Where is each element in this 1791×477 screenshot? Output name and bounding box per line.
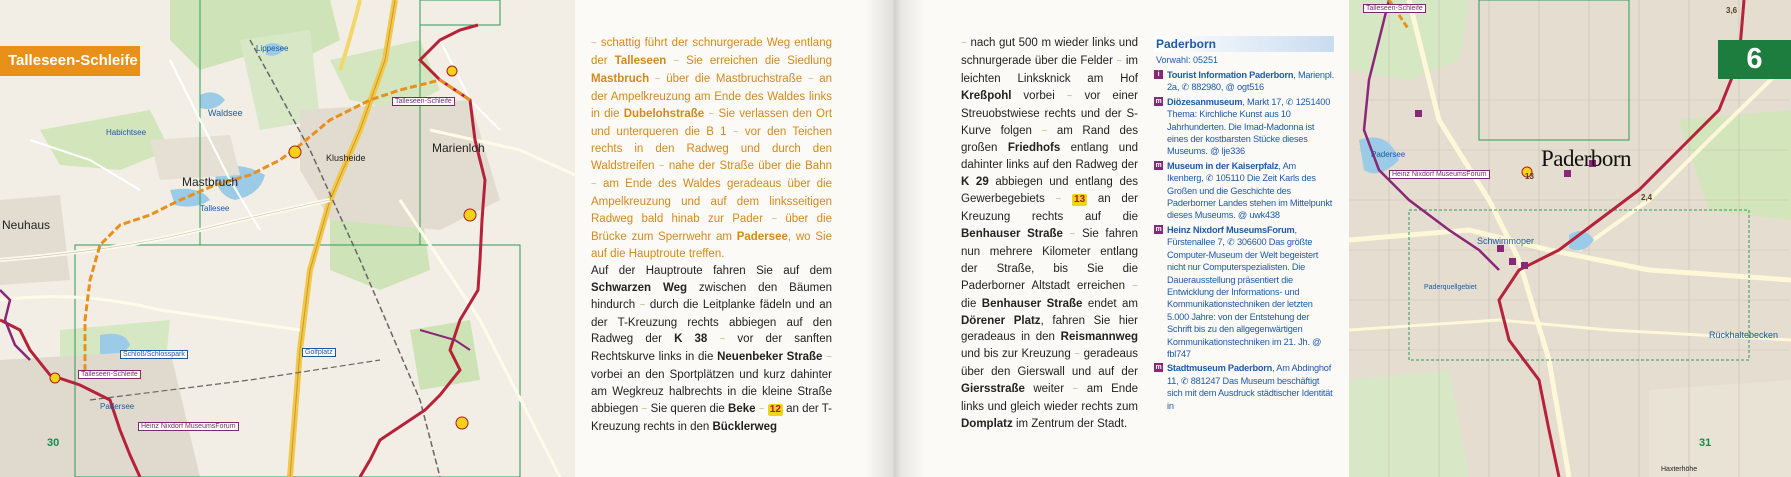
- museum-icon: m: [1155, 225, 1162, 233]
- map-label-padersee-right: Padersee: [1371, 150, 1406, 159]
- direction-arrow-icon: ~: [732, 126, 739, 138]
- direction-arrow-icon: ~: [658, 161, 665, 173]
- main-route-text: [1061, 193, 1072, 205]
- main-route-text: Sie fahren nun mehrere Kilometer entlang der Straße, bis Sie die Paderborner Altstadt erreichen: [961, 227, 1138, 292]
- main-route-place-name: Schwarzen Weg: [591, 281, 688, 294]
- info-entry: [1154, 69, 1334, 94]
- info-entry: [1154, 160, 1334, 222]
- main-route-text: die: [961, 297, 982, 310]
- main-route-place-name: Friedhofs: [1007, 142, 1061, 155]
- direction-arrow-icon: ~: [1116, 55, 1123, 67]
- main-route-place-name: K 29: [961, 176, 989, 189]
- side-route-place-name: Padersee: [736, 230, 788, 243]
- map-page-number-left: 30: [47, 437, 60, 449]
- map-label-rueckhaltebecken: Rückhaltebecken: [1709, 330, 1779, 340]
- side-route-place-name: Mastbruch: [591, 72, 650, 85]
- map-distance-3-6: 3,6: [1726, 6, 1738, 15]
- map-route-tag-top: Talleseen-Schleife: [392, 97, 455, 106]
- info-entry-name: Diözesanmuseum: [1167, 96, 1243, 107]
- main-route-text: geradeaus über den Gierswall und auf der: [961, 348, 1139, 379]
- info-column: [1154, 36, 1334, 414]
- direction-arrow-icon: ~: [807, 73, 814, 85]
- main-route-place-name: K 38: [674, 333, 708, 346]
- main-route-place-name: Giersstraße: [961, 383, 1025, 396]
- map-label-paderborn: Paderborn: [1541, 146, 1632, 171]
- direction-arrow-icon: ~: [1066, 90, 1073, 102]
- map-label-mastbruch: Mastbruch: [182, 175, 239, 189]
- waypoint-marker: 12: [769, 404, 781, 416]
- waypoint-marker: 13: [1074, 194, 1086, 206]
- direction-arrow-icon: ~: [1055, 194, 1062, 206]
- main-route-place-name: Benhauser Straße: [981, 297, 1083, 310]
- main-route-text: endet am: [1082, 297, 1138, 310]
- museum-icon: m: [1155, 161, 1162, 169]
- main-route-text: im leichten Linksknick am Hof: [961, 54, 1138, 85]
- route-title-badge: Talleseen-Schleife: [0, 46, 140, 76]
- main-route-paragraph: [591, 263, 832, 436]
- main-route-text: , fahren Sie hier geradeaus in den: [961, 314, 1139, 344]
- main-route-text: Sie queren die: [647, 403, 729, 416]
- info-entry-name: Museum in der Kaiserpfalz: [1167, 160, 1279, 171]
- side-route-text: über die Brücke zum Sperrwehr am: [591, 213, 832, 243]
- main-route-text: weiter: [1024, 383, 1073, 396]
- side-route-text: über die Mastbruchstraße: [660, 72, 808, 85]
- direction-arrow-icon: ~: [591, 179, 597, 191]
- main-route-text: nach gut 500 m wieder links und schnurgerade über die Felder: [961, 37, 1138, 67]
- map-route-tag-right: Talleseen-Schleife: [1363, 4, 1426, 13]
- main-route-text: vor der sanften Rechtskurve links in die: [591, 333, 833, 364]
- info-entry-details: , Marienpl. 2a, ✆ 882980, @ ogt516: [1167, 70, 1334, 93]
- info-heading: Paderborn: [1154, 36, 1334, 52]
- main-route-text: am Rand des großen: [961, 124, 1138, 155]
- main-route-text: durch die Leitplanke fädeln und an der T-Kreuzung rechts abbiegen auf den Radweg der: [591, 298, 833, 346]
- map-label-paderquellgebiet: Paderquellgebiet: [1424, 284, 1477, 291]
- direction-arrow-icon: ~: [758, 404, 765, 416]
- map-label-klusheide: Klusheide: [326, 153, 366, 163]
- main-route-place-name: Kreßpohl: [961, 89, 1012, 102]
- map-label-schlosspark: Schloß/Schlosspark: [120, 350, 188, 359]
- map-distance-2-4: 2,4: [1641, 193, 1653, 202]
- main-route-text: vor einer Streuobstwiese rechts und der S-Kurve folgen: [961, 89, 1139, 137]
- main-route-text: an der Kreuzung rechts auf die: [961, 193, 1138, 224]
- map-label-waldsee: Waldsee: [208, 108, 243, 118]
- map-label-heinz-nixdorf-right: Heinz Nixdorf MuseumsForum: [1389, 170, 1490, 179]
- info-entry-details: , Markt 17, ✆ 1251400 Thema: Kirchliche Kunst aus 10 Jahrhunderten. Die Imad-Madonna ist eines der kostbarsten Stücke dieses Museums. @ lje336: [1167, 96, 1331, 157]
- map-label-padersee: Padersee: [100, 402, 135, 411]
- map-label-heinz-nixdorf: Heinz Nixdorf MuseumsForum: [138, 422, 239, 431]
- map-label-schwimmoper: Schwimmoper: [1477, 236, 1535, 246]
- direction-arrow-icon: ~: [591, 38, 597, 49]
- map-page-number-right: 31: [1699, 437, 1712, 449]
- info-icon: i: [1154, 70, 1163, 79]
- info-entry-details: , Am Ikenberg, ✆ 105110 Die Zeit Karls des Großen und die Geschichte des Paderborner Landes stehen im Mittelpunkt dieses Museums. @ uwk438: [1167, 160, 1333, 221]
- info-entry-name: Heinz Nixdorf MuseumsForum: [1167, 224, 1295, 235]
- main-route-place-name: Reismannweg: [1060, 331, 1138, 344]
- side-route-text: , wo Sie auf die Hauptroute treffen.: [591, 230, 832, 260]
- direction-arrow-icon: ~: [1132, 280, 1138, 292]
- direction-arrow-icon: ~: [673, 55, 680, 67]
- side-route-place-name: Dubelohstraße: [623, 107, 705, 120]
- side-route-text: schattig führt der schnurgerade Weg entlang der: [591, 37, 832, 67]
- info-entry-details: , Am Abdinghof 11, ✆ 881247 Das Museum beschäftigt sich mit dem Ausdruck städtischer Identität in: [1167, 363, 1333, 411]
- map-route-tag-bottom: Talleseen-Schleife: [78, 370, 141, 379]
- route-description-column-2: [961, 35, 1138, 433]
- main-route-text: abbiegen und entlang des Gewerbegebiets: [961, 176, 1138, 206]
- main-route-place-name: Neuenbeker Straße: [717, 351, 823, 364]
- direction-arrow-icon: ~: [826, 352, 832, 364]
- side-route-text: Sie verlassen den Ort und unterqueren die B 1: [591, 107, 833, 138]
- main-route-text: entlang und dahinter links auf den Radweg der: [961, 142, 1138, 172]
- main-route-text: [707, 333, 719, 345]
- direction-arrow-icon: ~: [641, 404, 648, 416]
- direction-arrow-icon: ~: [654, 73, 661, 85]
- side-route-place-name: Talleseen: [614, 54, 667, 67]
- info-entries: [1154, 69, 1334, 412]
- side-route-text: nahe der Straße über die Bahn: [664, 160, 832, 173]
- direction-arrow-icon: ~: [1072, 384, 1079, 396]
- direction-arrow-icon: ~: [1041, 125, 1048, 137]
- map-waypoint-13: 13: [1525, 172, 1534, 181]
- info-vorwahl: Vorwahl: 05251: [1156, 55, 1219, 65]
- direction-arrow-icon: ~: [1074, 349, 1081, 361]
- info-entry: [1154, 362, 1334, 412]
- main-route-place-name: Bücklerweg: [712, 420, 778, 433]
- side-route-text: am Ende des Waldes geradeaus über die Ampelkreuzung und auf dem linksseitigen Radweg bald hinab zur Pader: [591, 178, 832, 226]
- side-route-text: an der Ampelkreuzung am Ende des Waldes links in die: [591, 72, 832, 120]
- info-entry-name: Stadtmuseum Paderborn: [1167, 363, 1273, 374]
- route-description-column-1: [591, 35, 832, 436]
- map-label-golfpark: Golfplatz: [302, 348, 336, 357]
- main-route-text: vorbei: [1011, 89, 1067, 102]
- main-route-text: am Ende links und gleich wieder rechts zum: [961, 383, 1138, 414]
- left-map: [0, 0, 575, 477]
- main-route-place-name: Benhauser Straße: [961, 227, 1063, 240]
- museum-icon: m: [1155, 364, 1162, 372]
- museum-icon: m: [1155, 97, 1162, 105]
- direction-arrow-icon: ~: [1069, 228, 1076, 240]
- direction-arrow-icon: ~: [961, 38, 967, 49]
- direction-arrow-icon: ~: [771, 214, 778, 226]
- map-label-haxterhoehe: Haxterhöhe: [1661, 466, 1698, 473]
- info-entry: [1154, 96, 1334, 158]
- main-route-text: an der T-Kreuzung rechts in den: [591, 403, 832, 433]
- direction-arrow-icon: ~: [639, 299, 646, 311]
- direction-arrow-icon: ~: [719, 334, 726, 346]
- map-label-marienloh: Marienloh: [432, 141, 485, 155]
- main-route-text: vorbei an den Sportplätzen und kurz dahinter am Wegkreuz halbrechts in die kleine Straße abbiegen: [591, 369, 832, 416]
- side-route-text: vor den Teichen rechts in den Radweg und durch den Waldstreifen: [591, 125, 832, 173]
- map-label-neuhaus: Neuhaus: [2, 218, 51, 232]
- map-label-lippesee: Lippesee: [256, 44, 289, 53]
- main-route-text: [1063, 228, 1070, 240]
- main-route-place-name: Domplatz: [961, 417, 1013, 430]
- main-route-place-name: Beke: [728, 403, 756, 416]
- main-route-text: und bis zur Kreuzung: [961, 348, 1075, 361]
- info-entry: [1154, 224, 1334, 360]
- info-entry-details: , Fürstenallee 7, ✆ 306600 Das größte Computer-Museum der Welt begeistert nicht nur Computerspezialisten. Die Dauerausstellung präsentiert die Entwicklung der Informations- und Kommunikationstechniken der letzten 5.000 Jahre: von der Entstehung der Schrift bis zu den allgegenwärtigen Kommunikationstechniken im 21. Jh. @ fbl747: [1167, 224, 1322, 359]
- side-route-paragraph: [591, 35, 832, 263]
- map-label-tallesee: Tallesee: [200, 204, 230, 213]
- side-route-text: Sie erreichen die Siedlung: [679, 54, 832, 67]
- info-entry-name: Tourist Information Paderborn: [1167, 70, 1294, 80]
- main-route-place-name: Dörener Platz: [961, 314, 1041, 327]
- main-route-text: im Zentrum der Stadt.: [1012, 417, 1128, 430]
- chapter-number-badge: 6: [1718, 40, 1791, 79]
- map-label-habichtsee: Habichtsee: [106, 128, 147, 137]
- main-route-text: zwischen den Bäumen hindurch: [591, 281, 832, 311]
- direction-arrow-icon: ~: [708, 108, 715, 120]
- main-route-text: Auf der Hauptroute fahren Sie auf dem: [591, 264, 832, 277]
